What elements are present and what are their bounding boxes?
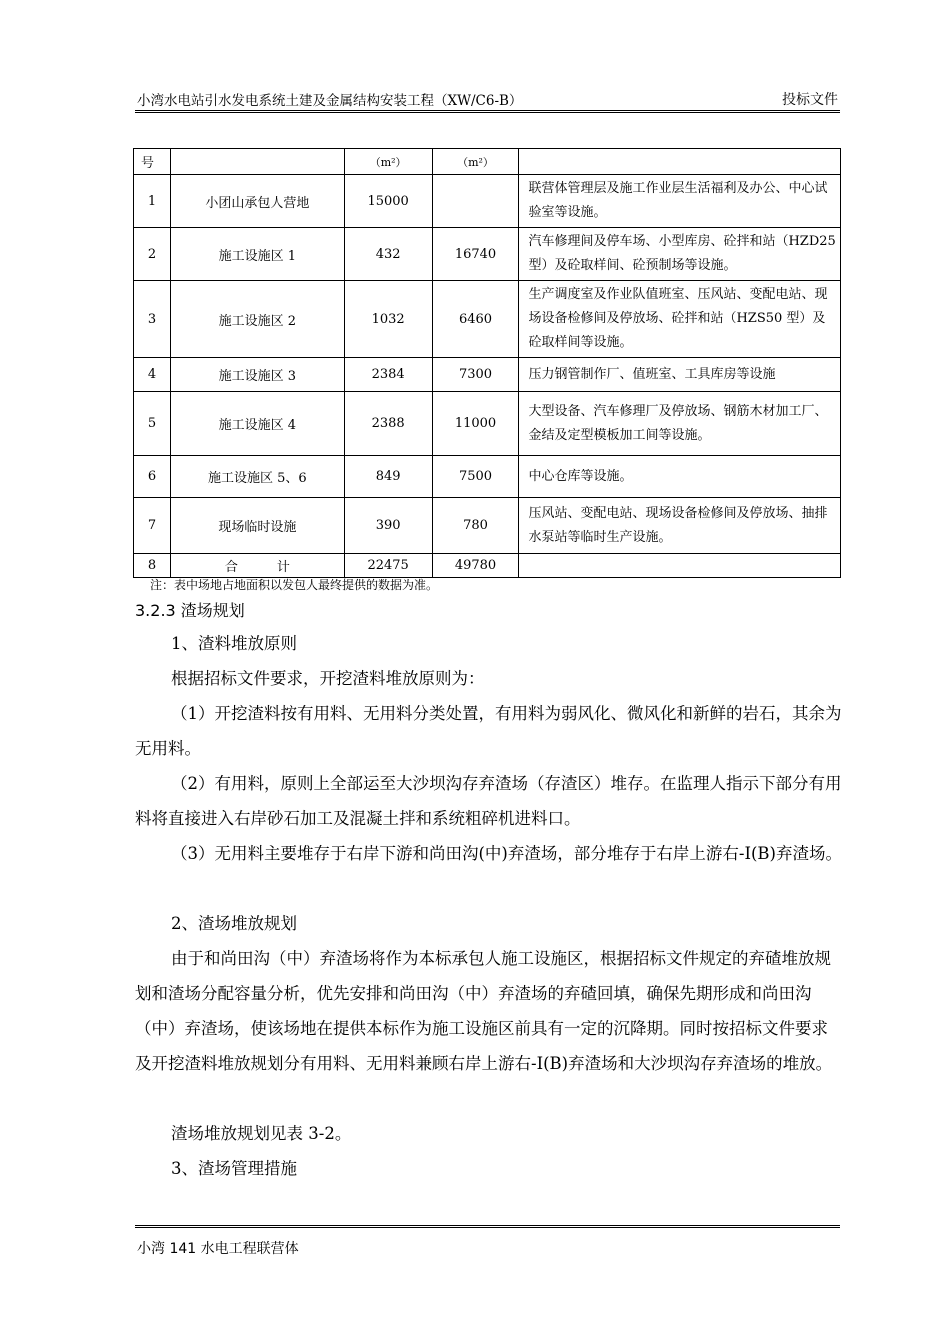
cell-desc: 大型设备、汽车修理厂及停放场、钢筋木材加工厂、金结及定型模板加工间等设施。: [519, 392, 841, 456]
cell-area-a: 15000: [344, 175, 432, 228]
cell-desc: 联营体管理层及施工作业层生活福利及办公、中心试验室等设施。: [519, 175, 841, 228]
cell-no: 5: [134, 392, 171, 456]
cell-desc: 生产调度室及作业队值班室、压风站、变配电站、现场设备检修间及停放场、砼拌和站（HZS50 型）及砼取样间等设施。: [519, 281, 841, 358]
cell-name: 现场临时设施: [170, 498, 344, 554]
cell-name: 施工设施区 2: [170, 281, 344, 358]
table-row: [134, 498, 841, 554]
cell-no: 8: [134, 554, 171, 578]
cell-area-a: 390: [344, 498, 432, 554]
header-cell-area-b: （m²）: [432, 149, 519, 175]
section-heading: 3.2.3 渣场规划: [135, 601, 245, 620]
header-doc-type: 投标文件: [782, 92, 838, 108]
table-row: [134, 456, 841, 498]
table-row: [134, 358, 841, 392]
cell-no: 6: [134, 456, 171, 498]
site-area-table: [133, 148, 841, 578]
cell-name: 施工设施区 5、6: [170, 456, 344, 498]
subheading-principle: 1、渣料堆放原则: [171, 634, 297, 653]
paragraph: （3）无用料主要堆存于右岸下游和尚田沟(中)弃渣场，部分堆存于右岸上游右-Ⅰ(B)弃渣场。: [171, 844, 842, 863]
table-row-total: [134, 554, 841, 578]
header-cell-no: 号: [134, 149, 171, 175]
cell-area-a: 849: [344, 456, 432, 498]
cell-area-b: 6460: [432, 281, 519, 358]
cell-desc: 压力钢管制作厂、值班室、工具库房等设施: [519, 358, 841, 392]
paragraph: （1）开挖渣料按有用料、无用料分类处置，有用料为弱风化、微风化和新鲜的岩石，其余为无用料。: [135, 704, 842, 758]
header-cell-desc: [519, 149, 841, 175]
subheading-plan: 2、渣场堆放规划: [171, 914, 297, 933]
cell-area-b: [432, 175, 519, 228]
table-row: [134, 228, 841, 281]
subheading-management: 3、渣场管理措施: [171, 1159, 297, 1178]
cell-area-b: 49780: [432, 554, 519, 578]
cell-area-b: 16740: [432, 228, 519, 281]
cell-desc: [519, 554, 841, 578]
paragraph: （2）有用料，原则上全部运至大沙坝沟存弃渣场（存渣区）堆存。在监理人指示下部分有用料将直接进入右岸砂石加工及混凝土拌和系统粗碎机进料口。: [135, 774, 842, 828]
cell-area-a: 2384: [344, 358, 432, 392]
table-header-row: [134, 149, 841, 175]
cell-no: 1: [134, 175, 171, 228]
cell-name: 施工设施区 4: [170, 392, 344, 456]
cell-no: 2: [134, 228, 171, 281]
footer-text: 小湾 141 水电工程联营体: [137, 1241, 299, 1257]
cell-no: 7: [134, 498, 171, 554]
table-row: [134, 281, 841, 358]
page-header: [135, 86, 840, 113]
cell-area-b: 7300: [432, 358, 519, 392]
cell-area-a: 22475: [344, 554, 432, 578]
cell-desc: 压风站、变配电站、现场设备检修间及停放场、抽排水泵站等临时生产设施。: [519, 498, 841, 554]
table-note: 注：表中场地占地面积以发包人最终提供的数据为准。: [150, 578, 439, 592]
paragraph: 由于和尚田沟（中）弃渣场将作为本标承包人施工设施区，根据招标文件规定的弃碴堆放规划和渣场分配容量分析，优先安排和尚田沟（中）弃渣场的弃碴回填，确保先期形成和尚田沟（中）弃渣场，使该场地在提供本标作为施工设施区前具有一定的沉降期。同时按招标文件要求及开挖渣料堆放规划分有用料、无用料兼顾右岸上游右-Ⅰ(B)弃渣场和大沙坝沟存弃渣场的堆放。: [135, 949, 833, 1073]
cell-name: 施工设施区 1: [170, 228, 344, 281]
header-cell-area-a: （m²）: [344, 149, 432, 175]
cell-area-b: 780: [432, 498, 519, 554]
cell-name: 施工设施区 3: [170, 358, 344, 392]
table-row: [134, 392, 841, 456]
cell-area-a: 1032: [344, 281, 432, 358]
cell-area-a: 432: [344, 228, 432, 281]
cell-name: 合 计: [170, 554, 344, 578]
cell-area-b: 11000: [432, 392, 519, 456]
header-title: 小湾水电站引水发电系统土建及金属结构安装工程（XW/C6-B）: [137, 93, 523, 109]
paragraph: 根据招标文件要求，开挖渣料堆放原则为：: [171, 669, 485, 688]
header-cell-name: [170, 149, 344, 175]
cell-area-a: 2388: [344, 392, 432, 456]
table-row: [134, 175, 841, 228]
cell-no: 4: [134, 358, 171, 392]
paragraph: 渣场堆放规划见表 3-2。: [171, 1124, 352, 1143]
cell-desc: 汽车修理间及停车场、小型库房、砼拌和站（HZD25 型）及砼取样间、砼预制场等设施。: [519, 228, 841, 281]
cell-desc: 中心仓库等设施。: [519, 456, 841, 498]
cell-area-b: 7500: [432, 456, 519, 498]
cell-name: 小团山承包人营地: [170, 175, 344, 228]
page-footer: [135, 1225, 840, 1257]
cell-no: 3: [134, 281, 171, 358]
